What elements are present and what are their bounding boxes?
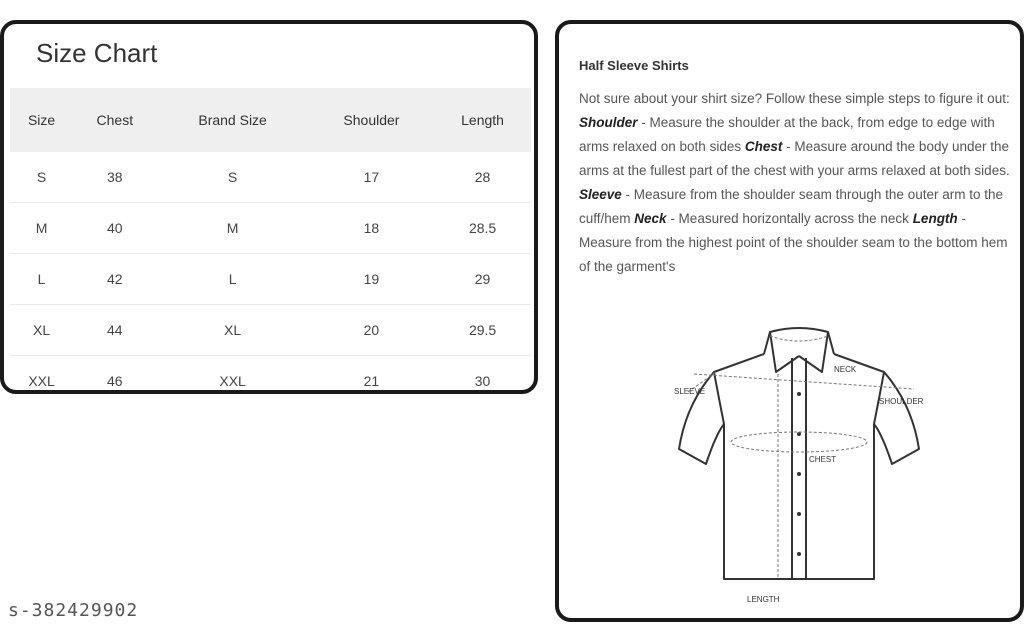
table-cell: 40 — [73, 203, 156, 254]
column-header: Shoulder — [309, 88, 434, 152]
guide-title: Half Sleeve Shirts — [579, 58, 689, 73]
guide-term-neck: Neck — [634, 211, 667, 226]
column-header: Size — [10, 88, 73, 152]
table-cell: S — [156, 152, 308, 203]
table-cell: 19 — [309, 254, 434, 305]
table-row — [10, 305, 531, 356]
column-header: Brand Size — [156, 88, 308, 152]
column-header: Chest — [73, 88, 156, 152]
table-cell: 18 — [309, 203, 434, 254]
guide-step-shoulder: - Measure the shoulder at the back, from edge to edge with arms relaxed on both sides — [579, 115, 995, 154]
table-header-row — [10, 88, 531, 152]
table-cell: 28 — [434, 152, 531, 203]
table-cell: 20 — [309, 305, 434, 356]
table-cell: XXL — [28, 373, 55, 389]
table-cell: 29 — [434, 254, 531, 305]
diagram-label-shoulder: SHOULDER — [879, 397, 924, 406]
table-row — [10, 254, 531, 305]
table-cell: 30 — [474, 373, 491, 389]
table-cell: XL — [10, 305, 73, 356]
size-chart-table — [10, 88, 531, 406]
shirt-measurement-diagram — [674, 324, 924, 604]
table-cell: L — [156, 254, 308, 305]
column-header: Length — [434, 88, 531, 152]
size-chart-title: Size Chart — [36, 38, 158, 68]
table-cell: 44 — [73, 305, 156, 356]
table-row — [10, 356, 531, 407]
table-cell: L — [10, 254, 73, 305]
table-cell: XL — [156, 305, 308, 356]
guide-term-sleeve: Sleeve — [579, 187, 622, 202]
guide-step-chest: - Measure around the body under the arms at the fullest part of the chest with your arms relaxed at both sides. — [579, 139, 1010, 178]
table-cell: XXL — [219, 373, 246, 389]
table-cell: 42 — [73, 254, 156, 305]
table-row — [10, 203, 531, 254]
size-chart-panel — [0, 20, 538, 394]
guide-step-length: - Measure from the highest point of the shoulder seam to the bottom hem of the garment's — [579, 211, 1008, 274]
table-row — [10, 152, 531, 203]
guide-step-sleeve: - Measure from the shoulder seam through the outer arm to the cuff/hem — [579, 187, 1003, 226]
table-cell: S — [10, 152, 73, 203]
table-cell: 46 — [107, 373, 123, 389]
guide-term-shoulder: Shoulder — [579, 115, 638, 130]
guide-term-length: Length — [912, 211, 958, 226]
table-cell: M — [156, 203, 308, 254]
diagram-label-sleeve: SLEEVE — [674, 387, 706, 396]
diagram-label-chest: CHEST — [809, 455, 837, 464]
diagram-label-neck: NECK — [834, 365, 857, 374]
product-code: s-382429902 — [8, 600, 139, 621]
table-cell: 21 — [363, 373, 380, 389]
measurement-guide-panel — [555, 20, 1024, 622]
table-cell: 28.5 — [434, 203, 531, 254]
guide-text — [579, 87, 1015, 279]
table-cell: 17 — [309, 152, 434, 203]
guide-intro: Not sure about your shirt size? Follow these simple steps to figure it out: — [579, 91, 1010, 106]
guide-step-neck: - Measured horizontally across the neck — [666, 211, 913, 226]
table-cell: 38 — [73, 152, 156, 203]
guide-term-chest: Chest — [744, 139, 783, 154]
table-cell: M — [10, 203, 73, 254]
diagram-label-length: LENGTH — [747, 595, 780, 604]
table-cell: 29.5 — [434, 305, 531, 356]
